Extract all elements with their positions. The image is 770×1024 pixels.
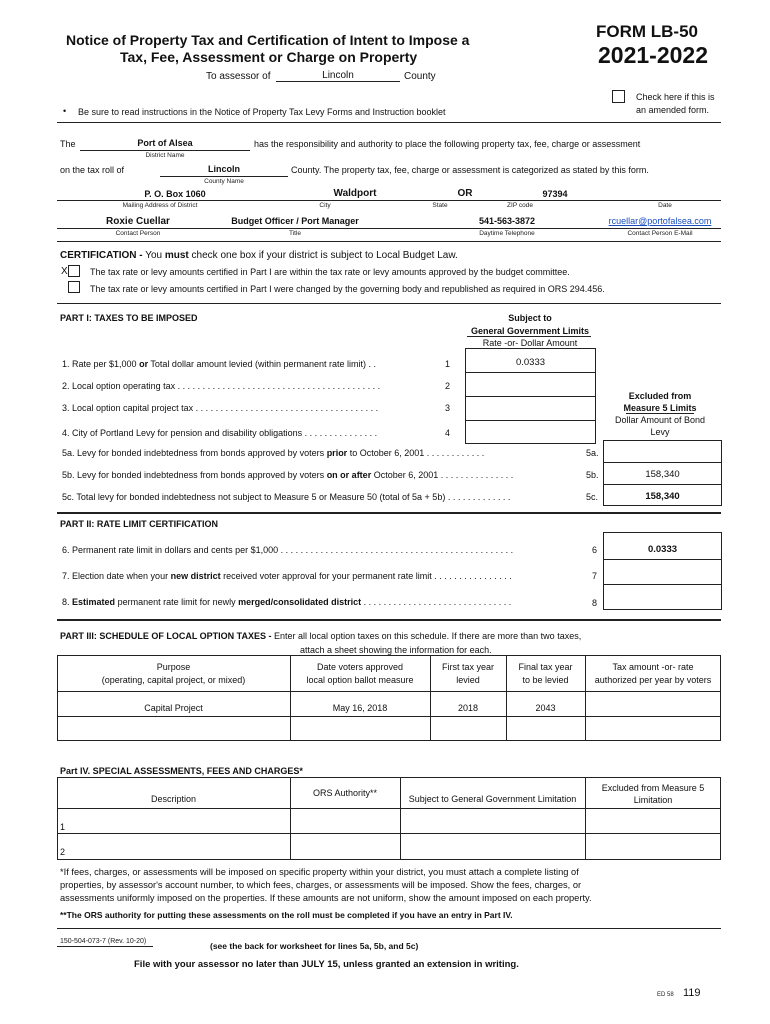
line6-number: 6 <box>592 545 598 555</box>
amended-label-2: an amended form. <box>636 105 710 115</box>
part3-row1-date[interactable]: May 16, 2018 <box>332 703 388 713</box>
contact-title[interactable]: Budget Officer / Port Manager <box>231 216 359 226</box>
line8-number: 8 <box>592 598 598 608</box>
district-name[interactable]: Port of Alsea <box>137 138 193 148</box>
footnote-line4: **The ORS authority for putting these assessments on the roll must be completed if you have an entry in Part IV. <box>60 910 513 920</box>
form-number: 150-504-073-7 (Rev. 10-20) <box>60 938 147 945</box>
zip[interactable]: 97394 <box>542 189 568 199</box>
county-caption: County Name <box>204 178 244 185</box>
email-caption: Contact Person E-Mail <box>627 230 693 237</box>
line5a-number: 5a. <box>586 448 599 458</box>
part1-col-excluded-3: Dollar Amount of Bond <box>614 415 706 425</box>
line7-number: 7 <box>592 571 598 581</box>
part1-col-subject-2: General Government Limits <box>470 326 590 336</box>
part3-col-purpose: Purpose (operating, capital project, or mixed) <box>101 662 246 685</box>
amended-checkbox[interactable] <box>612 90 625 103</box>
responsibility-text: has the responsibility and authority to place the following property tax, fee, charge or assessment <box>254 139 641 149</box>
part1-col-excluded-1: Excluded from <box>628 391 692 401</box>
part4-col-description: Description <box>150 794 197 804</box>
part1-heading: PART I: TAXES TO BE IMPOSED <box>60 313 198 323</box>
bullet-icon: • <box>63 106 67 116</box>
assessor-suffix: County <box>404 71 436 82</box>
page-number: 119 <box>683 987 701 999</box>
line6-value[interactable]: 0.0333 <box>647 544 678 555</box>
tax-roll-label: on the tax roll of <box>60 165 125 175</box>
form-title-line2: Tax, Fee, Assessment or Charge on Property <box>120 49 418 65</box>
mailing-address[interactable]: P. O. Box 1060 <box>144 189 206 199</box>
worksheet-note: (see the back for worksheet for lines 5a, 5b, and 5c) <box>210 941 419 951</box>
line4-label: 4. City of Portland Levy for pension and disability obligations . . . . . . . . . . . . . . . <box>62 428 378 438</box>
part3-row1-first[interactable]: 2018 <box>457 703 479 713</box>
part1-col-subject-3: Rate -or- Dollar Amount <box>482 338 578 348</box>
part2-heading: PART II: RATE LIMIT CERTIFICATION <box>60 519 218 529</box>
part1-col-excluded-4: Levy <box>650 427 670 437</box>
part3-col-date: Date voters approved local option ballot measure <box>306 662 414 685</box>
part4-heading: Part IV. SPECIAL ASSESSMENTS, FEES AND CHARGES* <box>60 766 303 776</box>
line3-number: 3 <box>445 403 451 413</box>
line1-value[interactable]: 0.0333 <box>515 357 546 368</box>
amended-label-1: Check here if this is <box>636 92 715 102</box>
part3-row1-purpose[interactable]: Capital Project <box>144 703 203 713</box>
line6-label: 6. Permanent rate limit in dollars and cents per $1,000 . . . . . . . . . . . . . . . . . . . . . . . . . . . . . . . . . . . . . . . . . . . . . . . <box>62 545 514 555</box>
line7-label: 7. Election date when your new district received voter approval for your permanent rate limit . . . . . . . . . . . . . . . . <box>62 571 512 581</box>
line5b-number: 5b. <box>586 470 599 480</box>
option2-checkbox[interactable] <box>68 281 80 293</box>
county-text: County. The property tax, fee, charge or assessment is categorized as stated by this form. <box>291 165 649 175</box>
line8-label: 8. Estimated permanent rate limit for newly merged/consolidated district . . . . . . . . . . . . . . . . . . . . . . . . . . . . . . <box>62 597 512 607</box>
part1-col-subject-1: Subject to <box>508 313 552 323</box>
footnote-line1: *If fees, charges, or assessments will be imposed on specific property within your district, you must attach a complete listing of <box>60 867 579 877</box>
footnote-line3: assessments uniformly imposed on the properties. If these amounts are not uniform, show the amount imposed on each property. <box>60 893 592 903</box>
line2-label: 2. Local option operating tax . . . . . . . . . . . . . . . . . . . . . . . . . . . . . . . . . . . . . . . . . <box>62 381 381 391</box>
line5c-value[interactable]: 158,340 <box>645 491 680 502</box>
line5a-label: 5a. Levy for bonded indebtedness from bonds approved by voters prior to October 6, 2001 . . . . . . . . . . . . <box>62 448 485 458</box>
contact-caption: Contact Person <box>115 230 161 237</box>
form-name: FORM LB-50 <box>596 22 698 41</box>
part3-col-final: Final tax year to be levied <box>518 662 573 685</box>
line1-number: 1 <box>445 359 451 369</box>
assessor-prefix: To assessor of <box>206 71 271 82</box>
contact-phone[interactable]: 541-563-3872 <box>478 216 536 226</box>
part1-col-excluded-2: Measure 5 Limits <box>623 403 697 413</box>
state[interactable]: OR <box>457 188 473 199</box>
contact-email[interactable]: rcuellar@portofalsea.com <box>608 216 712 226</box>
footnote-line2: properties, by assessor's account number, to which fees, charges, or assessments will be imposed. Show the fees, charges, or <box>60 880 582 890</box>
instructions-note: Be sure to read instructions in the Notice of Property Tax Levy Forms and Instruction booklet <box>78 107 446 117</box>
form-title-line1: Notice of Property Tax and Certification of Intent to Impose a <box>66 32 470 48</box>
part3-heading: PART III: SCHEDULE OF LOCAL OPTION TAXES - Enter all local option taxes on this schedule. If there are more than two taxes, <box>60 631 582 641</box>
line5c-label: 5c. Total levy for bonded indebtedness not subject to Measure 5 or Measure 50 (total of 5a + 5b) . . . . . . . . . . . . . <box>62 492 511 502</box>
city-caption: City <box>319 202 331 209</box>
contact-person[interactable]: Roxie Cuellar <box>106 216 170 227</box>
option1-text: The tax rate or levy amounts certified in Part I are within the tax rate or levy amounts approved by the budget committee. <box>90 267 570 277</box>
part4-col-subject: Subject to General Government Limitation <box>408 794 577 804</box>
city[interactable]: Waldport <box>333 188 377 199</box>
option1-mark: X <box>61 266 68 277</box>
part3-row1-final[interactable]: 2043 <box>535 703 556 713</box>
part4-col-ors: ORS Authority** <box>312 788 378 798</box>
title-caption: Title <box>288 230 302 237</box>
part4-row1-number: 1 <box>60 822 66 832</box>
state-caption: State <box>432 202 448 209</box>
line3-label: 3. Local option capital project tax . . . . . . . . . . . . . . . . . . . . . . . . . . . . . . . . . . . . . <box>62 403 379 413</box>
line2-number: 2 <box>445 381 451 391</box>
line4-number: 4 <box>445 428 451 438</box>
line5b-value[interactable]: 158,340 <box>645 469 680 480</box>
county-name[interactable]: Lincoln <box>208 164 240 174</box>
form-year: 2021-2022 <box>598 42 708 68</box>
part3-col-first: First tax year levied <box>441 662 494 685</box>
part4-row2-number: 2 <box>60 847 66 857</box>
date-caption: Date <box>658 202 672 209</box>
the-label: The <box>60 139 76 149</box>
line5c-number: 5c. <box>586 492 599 502</box>
line1-label: 1. Rate per $1,000 or Total dollar amount levied (within permanent rate limit) . . <box>62 359 377 369</box>
certification-heading: CERTIFICATION - You must check one box if your district is subject to Local Budget Law. <box>60 250 458 261</box>
part4-col-excluded: Excluded from Measure 5 Limitation <box>601 783 705 805</box>
file-deadline-note: File with your assessor no later than JULY 15, unless granted an extension in writing. <box>134 959 519 970</box>
zip-caption: ZIP code <box>507 202 533 209</box>
phone-caption: Daytime Telephone <box>479 230 535 237</box>
district-name-caption: District Name <box>145 152 185 159</box>
mailing-caption: Mailing Address of District <box>122 202 198 209</box>
ed-code: ED 58 <box>657 992 674 998</box>
option1-checkbox[interactable] <box>68 265 80 277</box>
part3-heading-2: attach a sheet showing the information for each. <box>300 645 492 655</box>
assessor-county[interactable]: Lincoln <box>322 70 354 81</box>
line5b-label: 5b. Levy for bonded indebtedness from bonds approved by voters on or after October 6, 2001 . . . . . . . . . . . . . . . <box>62 470 514 480</box>
option2-text: The tax rate or levy amounts certified in Part I were changed by the governing body and republished as required in ORS 294.456. <box>90 284 605 294</box>
part3-col-amount: Tax amount -or- rate authorized per year by voters <box>594 662 712 685</box>
